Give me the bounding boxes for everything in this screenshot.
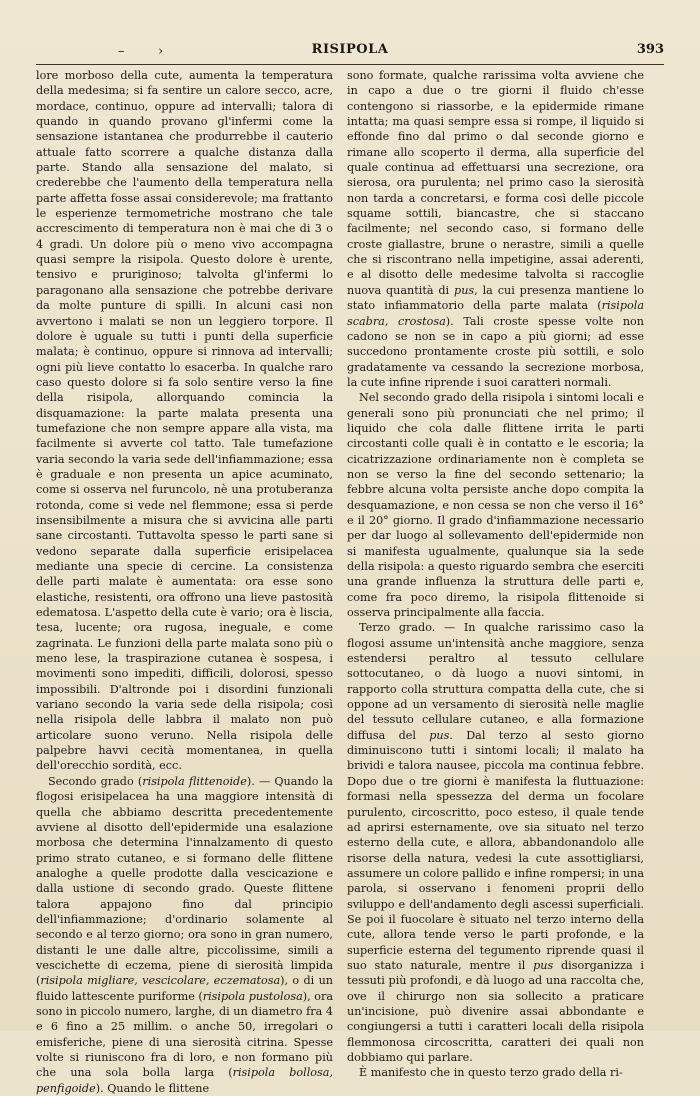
italic-term: risipola pustolosa: [202, 989, 303, 1003]
text-run: ). — Quando la flogosi erisipelacea ha una maggiore intensità di quella che abbiamo descritta precedentemente avviene al disotto dell'epidermide una esalazione morbosa che determina l'innalzamento di questo primo strato cutaneo, e si formano delle flittene analoghe a quelle prodotte dalla vescicazione e dalla ustione di secondo grado. Queste flittene talora appajono fino dal principio dell'infiammazione; d'ordinario solamente al secondo e al terzo giorno; ora sono in gran numero, distanti le une dalle altre, piccolissime, simili a vescichette di eczema, piene di sierosità limpida (: [36, 774, 333, 988]
italic-term: risipola migliare, vescicolare, eczematosa: [40, 974, 281, 988]
italic-term: risipola scabra, crostosa: [347, 299, 644, 328]
header-left-mark: –: [118, 44, 125, 59]
text-run: Terzo grado. — In qualche rarissimo caso la flogosi assume un'intensità anche maggiore, senza estendersi peraltro al tessuto cellulare sottocutaneo, o dà luogo a nuovi sintomi, in rapporto colla struttura compatta della cute, che si oppone ad un versamento di sierosità nelle maglie del tessuto cellulare cutaneo, e alla formazione diffusa del: [347, 621, 644, 742]
italic-term: risipola bollosa, penfigoide: [36, 1066, 333, 1095]
paragraph-second-degree-symptoms: Nel secondo grado della risipola i sintomi locali e generali sono più pronunciati che nel primo; il liquido che cola dalle flittene irrita le parti circostanti colle quali è in contatto e le escoria; la cicatrizzazione ordinariamente non è completa se non se verso la fine del secondo settenario; la febbre alcuna volta persiste anche dopo compita la desquamazione, e non cessa se non che verso il 16° e il 20° giorno. Il grado d'infiammazione necessario per dar luogo al sollevamento dell'epidermide non si manifesta ugualmente, qualunque sia la sede della risipola: a questo riguardo sembra che eserciti una grande influenza la struttura delle parti e, come fra poco diremo, la risipola flittenoide si osserva principalmente alla faccia.: [347, 391, 644, 620]
text-run: ), ora sono in piccolo numero, larghe, di un diametro fra 4 e 6 fino a 25 millim. o anche 50, irregolari o emisferiche, piene di una sierosità citrina. Spesse volte si riuniscono fra di loro, e non formano più che una sola bolla larga (: [36, 989, 333, 1080]
running-header: [36, 42, 664, 64]
italic-term: pus: [533, 958, 554, 972]
text-run: . Dal terzo al sesto giorno diminuiscono tutti i sintomi locali; il malato ha brividi e talora nausee, piccola ma continua febbre. Dopo due o tre giorni è manifesta la fluttuazione: formasi nella spessezza del derma un focolare purulento, circoscritto, poco esteso, il quale tende ad aprirsi esternamente, ove sia situato nel terzo esterno della cute, e allora, abbandonandolo alle risorse della natura, vedesi la cute assottigliarsi, assumere un colore pallido e infine rompersi; in una parola, si osservano i fenomeni proprii dello sviluppo e dell'andamento degli ascessi superficiali. Se poi il fuocolare è situato nel terzo interno della cute, allora tende verso le parti profonde, e la superficie esterna del tegumento riprende quasi il suo stato naturale, mentre il: [347, 728, 645, 972]
right-column: [347, 68, 645, 1080]
paragraph-flittene-continuation: [347, 68, 644, 390]
text-run: sono formate, qualche rarissima volta avviene che in capo a due o tre giorni il fluido ch'esse contengono si riassorbe, e la epidermide rimane intatta; ma quasi sempre essa si rompe, il liquido si effonde fino dal primo o dal seconde giorno e rimane allo scoperto il derma, alla superficie del quale continua ad effettuarsi una secrezione, ora sierosa, ora purulenta; nel primo caso la sierosità non tarda a concretarsi, e forma così delle piccole squame sottili, biancastre, che si staccano facilmente; nel secondo caso, si formano delle croste giallastre, brune o nerastre, simili a quelle che si riscontrano nella impetigine, assai aderenti, e al disotto delle medesime talvolta si raccoglie nuova quantità di: [347, 69, 644, 297]
text-run: ). Tali croste spesse volte non cadono se non se in capo a più giorni; ad esse succedono prontamente croste più sottili, e solo gradatamente va cessando la secrezione morbosa, la cute infine riprende i suoi caratteri normali.: [347, 314, 644, 389]
italic-term: risipola flittenoide: [142, 774, 247, 788]
italic-term: pus: [429, 728, 450, 742]
page-number: 393: [636, 42, 664, 57]
paragraph-third-degree: [347, 620, 644, 1065]
italic-term: pus: [454, 283, 475, 297]
header-mid-mark: ›: [158, 44, 164, 59]
header-rule: [36, 64, 664, 65]
text-run: Secondo grado (: [48, 774, 143, 788]
running-title: RISIPOLA: [311, 42, 389, 57]
left-column: [36, 68, 333, 1095]
paragraph-second-degree: [36, 774, 333, 1096]
text-run: ). Quando le flittene: [95, 1081, 210, 1095]
text-run: ), o di un fluido lattescente puriforme (: [36, 974, 333, 1003]
paragraph-first-degree-symptoms: lore morboso della cute, aumenta la temperatura della medesima; si fa sentire un calore secco, acre, mordace, continuo, oppure ad intervalli; talora di quando in quando provano gl'infermi come la sensazione istantanea che produrrebbe il cauterio attuale fatto scorrere a qualche distanza dalla parte. Stando alla sensazione del malato, si crederebbe che l'aumento della temperatura nella parte affetta fosse assai considerevole; ma frattanto le esperienze termometriche mostrano che tale accrescimento di temperatura non è mai che di 3 o 4 gradi. Un dolore più o meno vivo accompagna quasi sempre la risipola. Questo dolore è urente, tensivo e pruriginoso; talvolta gl'infermi lo paragonano alla sensazione che potrebbe derivare da molte punture di spilli. In alcuni casi non avvertono i malati se non un leggiero torpore. Il dolore è uguale su tutti i punti della superficie malata; è continuo, oppure si rinnova ad intervalli; ogni più lieve contatto lo esacerba. In qualche raro caso questo dolore si fa solo sentire verso la fine della risipola, allorquando comincia la disquamazione: la parte malata presenta una tumefazione che non sempre appare alla vista, ma facilmente si avverte col tatto. Tale tumefazione varia secondo la varia sede dell'infiammazione; essa è graduale e non presenta un apice acuminato, come si osserva nel furuncolo, nè una protuberanza rotonda, come si vede nel flemmone; essa si perde insensibilmente a misura che si avvicina alle parti sane circostanti. Tuttavolta spesso le parti sane si vedono separate dalla superficie erisipelacea mediante una specie di cercine. La consistenza delle parti malate è aumentata: ora esse sono elastiche, resistenti, ora offrono una lieve pastosità edematosa. L'aspetto della cute è vario; ora è liscia, tesa, lucente; ora rugosa, ineguale, e come zagrinata. Le funzioni della parte malata sono più o meno lese, la traspirazione cutanea è sospesa, i movimenti sono impediti, difficili, dolorosi, spesso impossibili. D'altronde poi i disordini funzionali variano secondo la varia sede della risipola; così nella risipola delle labbra il malato non può articolare suono veruno. Nella risipola delle palpebre havvi cecità momentanea, in quella dell'orecchio sordità, ecc.: [36, 69, 333, 773]
text-run: , la cui presenza mantiene lo stato infiammatorio della parte malata (: [347, 283, 645, 313]
paragraph-third-degree-manifest: È manifesto che in questo terzo grado della ri-: [359, 1066, 623, 1080]
text-run: disorganizza i tessuti più profondi, e dà luogo ad una raccolta che, ove il chirurgo non sia sollecito a praticare un'incisione, può divenire assai abbondante e congiungersi a tutti i caratteri locali della risipola flemmonosa circoscritta, caratteri dei quali non dobbiamo qui parlare.: [347, 958, 645, 1064]
